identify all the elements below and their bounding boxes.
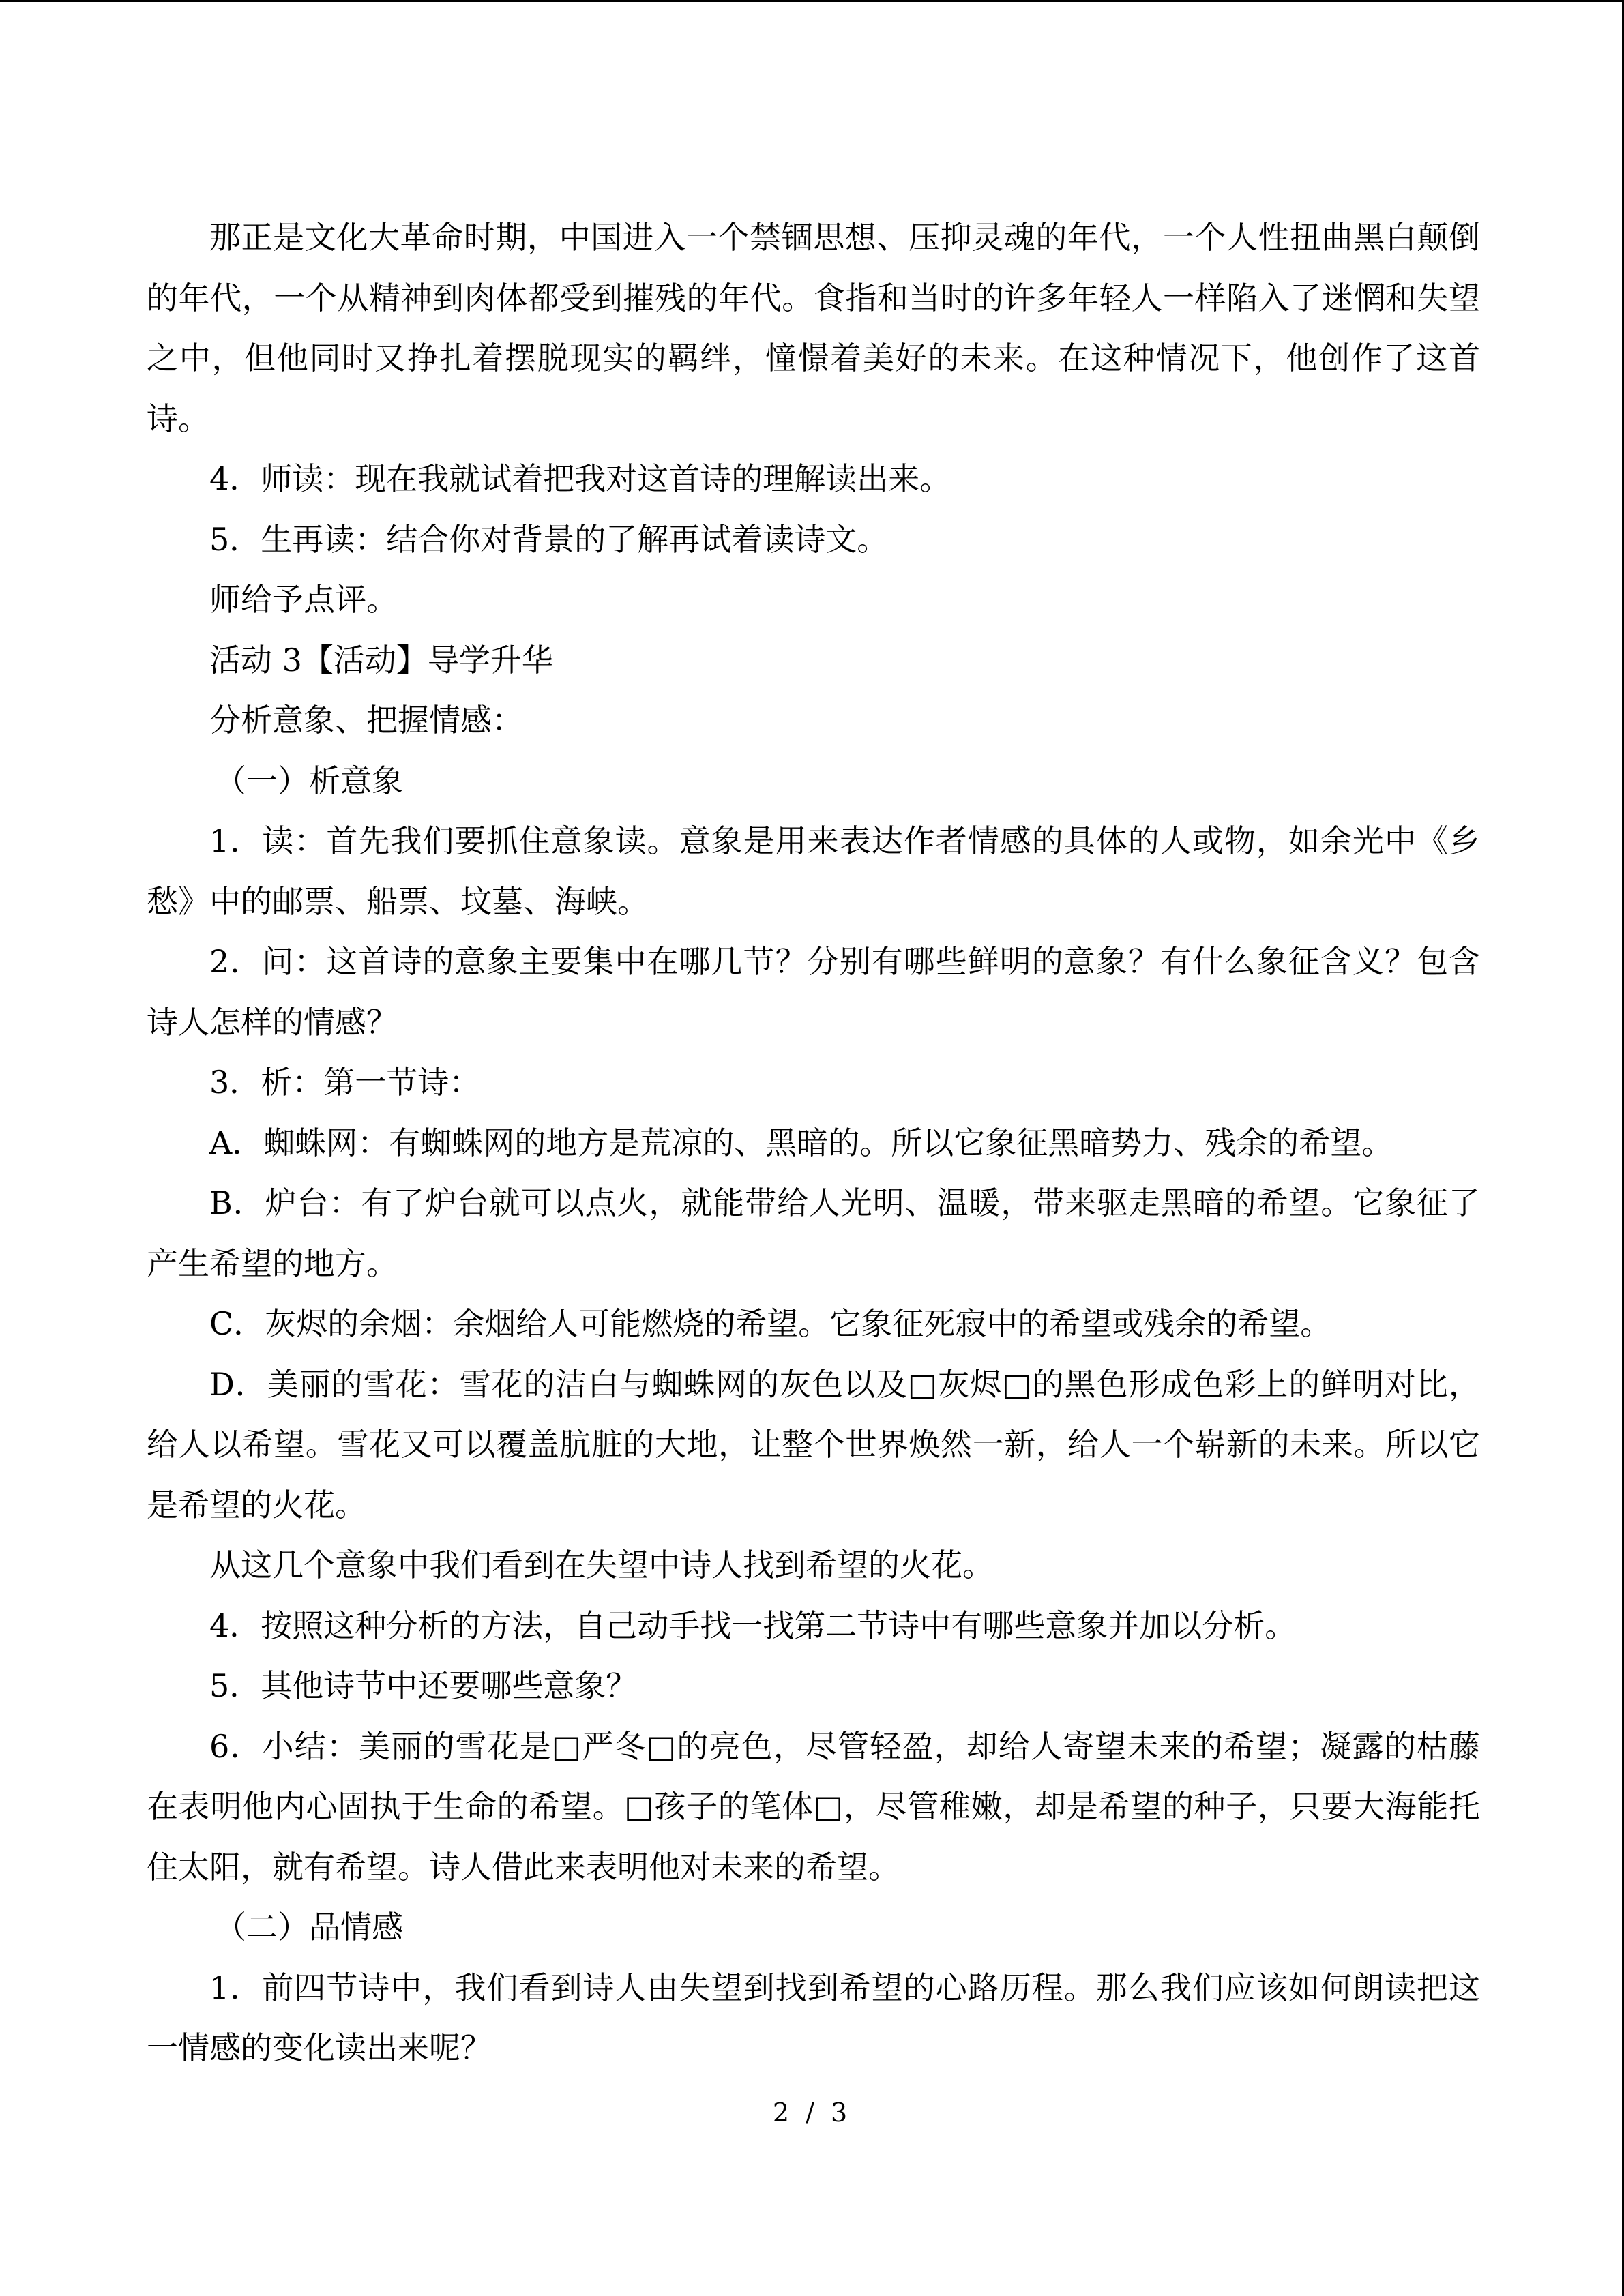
page-number: 2 / 3: [772, 2098, 852, 2128]
paragraph-conclusion: 从这几个意象中我们看到在失望中诗人找到希望的火花。: [209, 1547, 994, 1583]
paragraph-ask: 2．问：这首诗的意象主要集中在哪几节？分别有哪些鲜明的意象？有什么象征含义？包含诗人怎样的情感？: [147, 943, 1480, 1041]
heading-section-2: （二）品情感: [215, 1909, 403, 1945]
document-body: [147, 207, 1480, 2078]
heading-section-1: （一）析意象: [215, 762, 403, 799]
list-item-d: D．美丽的雪花：雪花的洁白与蜘蛛网的灰色以及□灰烬□的黑色形成色彩上的鲜明对比，给人以希望。雪花又可以覆盖肮脏的大地，让整个世界焕然一新，给人一个崭新的未来。所以它是希望的火花。: [147, 1365, 1480, 1523]
paragraph-step-5: 5．生再读：结合你对背景的了解再试着读诗文。: [209, 520, 889, 558]
paragraph-teacher-comment: 师给予点评。: [209, 581, 398, 618]
paragraph-emotion-1: 1．前四节诗中，我们看到诗人由失望到找到希望的心路历程。那么我们应该如何朗读把这一情感的变化读出来呢？: [147, 1969, 1480, 2066]
heading-activity-3: 活动 3【活动】导学升华: [209, 641, 553, 679]
paragraph-background: 那正是文化大革命时期，中国进入一个禁锢思想、压抑灵魂的年代，一个人性扭曲黑白颠倒的年代，一个从精神到肉体都受到摧残的年代。食指和当时的许多年轻人一样陷入了迷惘和失望之中，但他同时又挣扎着摆脱现实的羁绊，憧憬着美好的未来。在这种情况下，他创作了这首诗。: [147, 219, 1480, 437]
paragraph-analysis: 3．析：第一节诗：: [209, 1064, 481, 1101]
paragraph-step-4b: 4．按照这种分析的方法，自己动手找一找第二节诗中有哪些意象并加以分析。: [209, 1607, 1297, 1644]
paragraph-step-5b: 5．其他诗节中还要哪些意象？: [209, 1667, 638, 1704]
paragraph-summary: 6．小结：美丽的雪花是□严冬□的亮色，尽管轻盈，却给人寄望未来的希望；凝露的枯藤在表明他内心固执于生命的希望。□孩子的笔体□，尽管稚嫩，却是希望的种子，只要大海能托住太阳，就有希望。诗人借此来表明他对未来的希望。: [147, 1727, 1480, 1885]
paragraph-read: 1．读：首先我们要抓住意象读。意象是用来表达作者情感的具体的人或物，如余光中《乡愁》中的邮票、船票、坟墓、海峡。: [147, 822, 1480, 920]
paragraph-analyze-intro: 分析意象、把握情感：: [209, 702, 523, 739]
list-item-a: A．蜘蛛网：有蜘蛛网的地方是荒凉的、黑暗的。所以它象征黑暗势力、残余的希望。: [209, 1124, 1393, 1161]
paragraph-step-4: 4．师读：现在我就试着把我对这首诗的理解读出来。: [209, 460, 951, 497]
page-border-top: [0, 0, 1624, 2]
list-item-c: C．灰烬的余烟：余烟给人可能燃烧的希望。它象征死寂中的希望或残余的希望。: [209, 1305, 1332, 1342]
list-item-b: B．炉台：有了炉台就可以点火，就能带给人光明、温暖，带来驱走黑暗的希望。它象征了产生希望的地方。: [147, 1184, 1480, 1282]
